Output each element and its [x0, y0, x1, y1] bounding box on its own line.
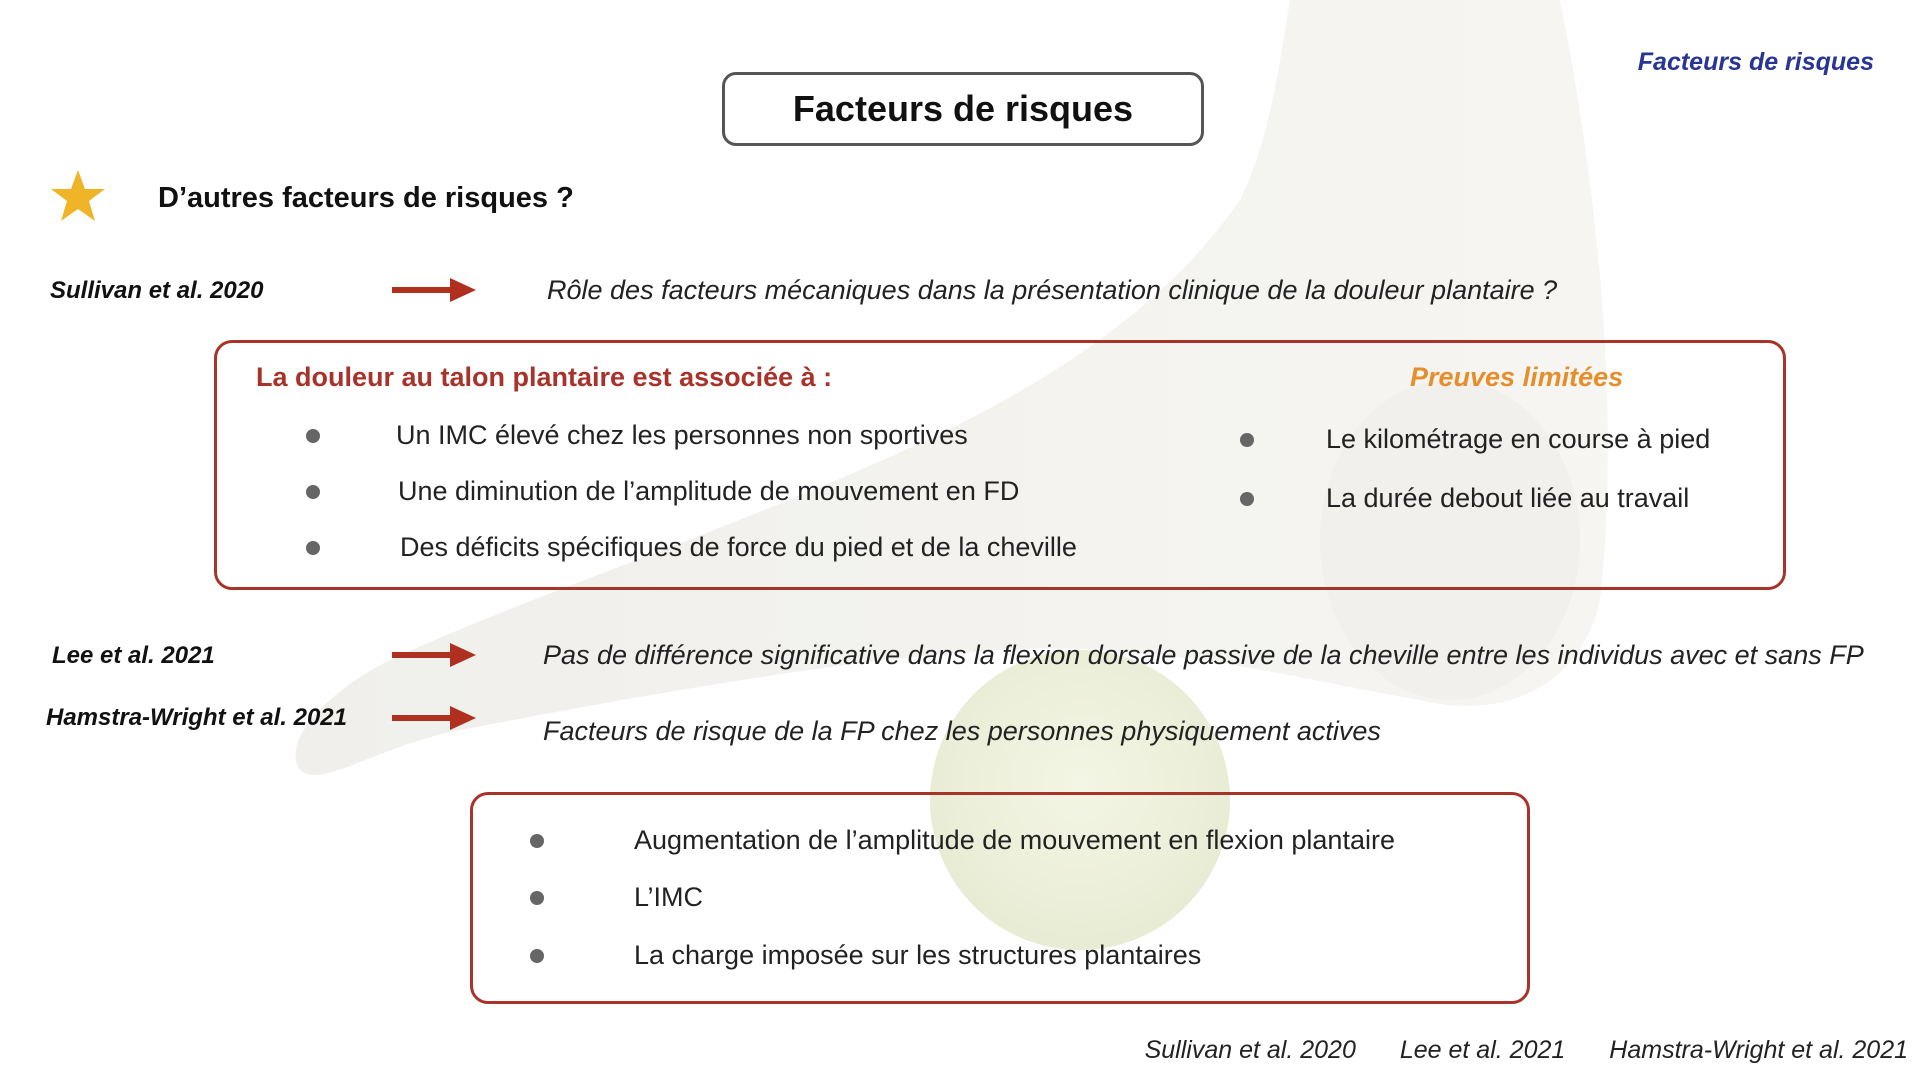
associated-factors-heading: La douleur au talon plantaire est associée à : [256, 362, 833, 392]
list-item-text: L’IMC [634, 882, 704, 912]
list-item-text: Un IMC élevé chez les personnes non sportives [396, 420, 968, 450]
section-tag: Facteurs de risques [1637, 48, 1874, 76]
list-item [530, 882, 703, 913]
list-item-text: Le kilométrage en course à pied [1326, 424, 1711, 454]
bullet-dot-icon [306, 429, 320, 443]
bullet-dot-icon [530, 891, 544, 905]
study-ref-lee: Lee et al. 2021 [52, 642, 215, 669]
list-item-text: La charge imposée sur les structures plantaires [634, 940, 1202, 970]
slide-title: Facteurs de risques [722, 72, 1204, 146]
list-item [306, 420, 968, 451]
footer-ref-lee: Lee et al. 2021 [1399, 1036, 1566, 1064]
study-finding-lee: Pas de différence significative dans la flexion dorsale passive de la cheville entre les individus avec et sans FP [543, 640, 1864, 670]
list-item-text: Augmentation de l’amplitude de mouvement en flexion plantaire [634, 825, 1395, 855]
list-item [1240, 483, 1689, 514]
bullet-dot-icon [306, 485, 320, 499]
limited-evidence-label: Preuves limitées [1410, 362, 1624, 392]
section-question: D’autres facteurs de risques ? [158, 182, 574, 214]
list-item [306, 532, 1077, 563]
bullet-dot-icon [1240, 492, 1254, 506]
arrow-right-icon [392, 706, 476, 730]
arrow-right-icon [392, 278, 476, 302]
list-item [1240, 424, 1710, 455]
study-ref-sullivan: Sullivan et al. 2020 [50, 277, 264, 304]
bullet-dot-icon [530, 834, 544, 848]
footer-ref-hamstra: Hamstra-Wright et al. 2021 [1609, 1036, 1908, 1064]
list-item-text: La durée debout liée au travail [1326, 483, 1690, 513]
footer-ref-sullivan: Sullivan et al. 2020 [1144, 1036, 1356, 1064]
list-item [530, 940, 1201, 971]
arrow-right-icon [392, 643, 476, 667]
star-icon [50, 168, 106, 224]
list-item-text: Une diminution de l’amplitude de mouvement en FD [398, 476, 1020, 506]
footer-references [1145, 1036, 1908, 1065]
bullet-dot-icon [530, 949, 544, 963]
study-ref-hamstra: Hamstra-Wright et al. 2021 [46, 704, 347, 731]
study-finding-sullivan: Rôle des facteurs mécaniques dans la présentation clinique de la douleur plantaire ? [547, 275, 1558, 305]
list-item [306, 476, 1019, 507]
list-item [530, 825, 1395, 856]
list-item-text: Des déficits spécifiques de force du pied et de la cheville [400, 532, 1077, 562]
bullet-dot-icon [306, 541, 320, 555]
study-finding-hamstra: Facteurs de risque de la FP chez les personnes physiquement actives [543, 716, 1381, 746]
bullet-dot-icon [1240, 433, 1254, 447]
